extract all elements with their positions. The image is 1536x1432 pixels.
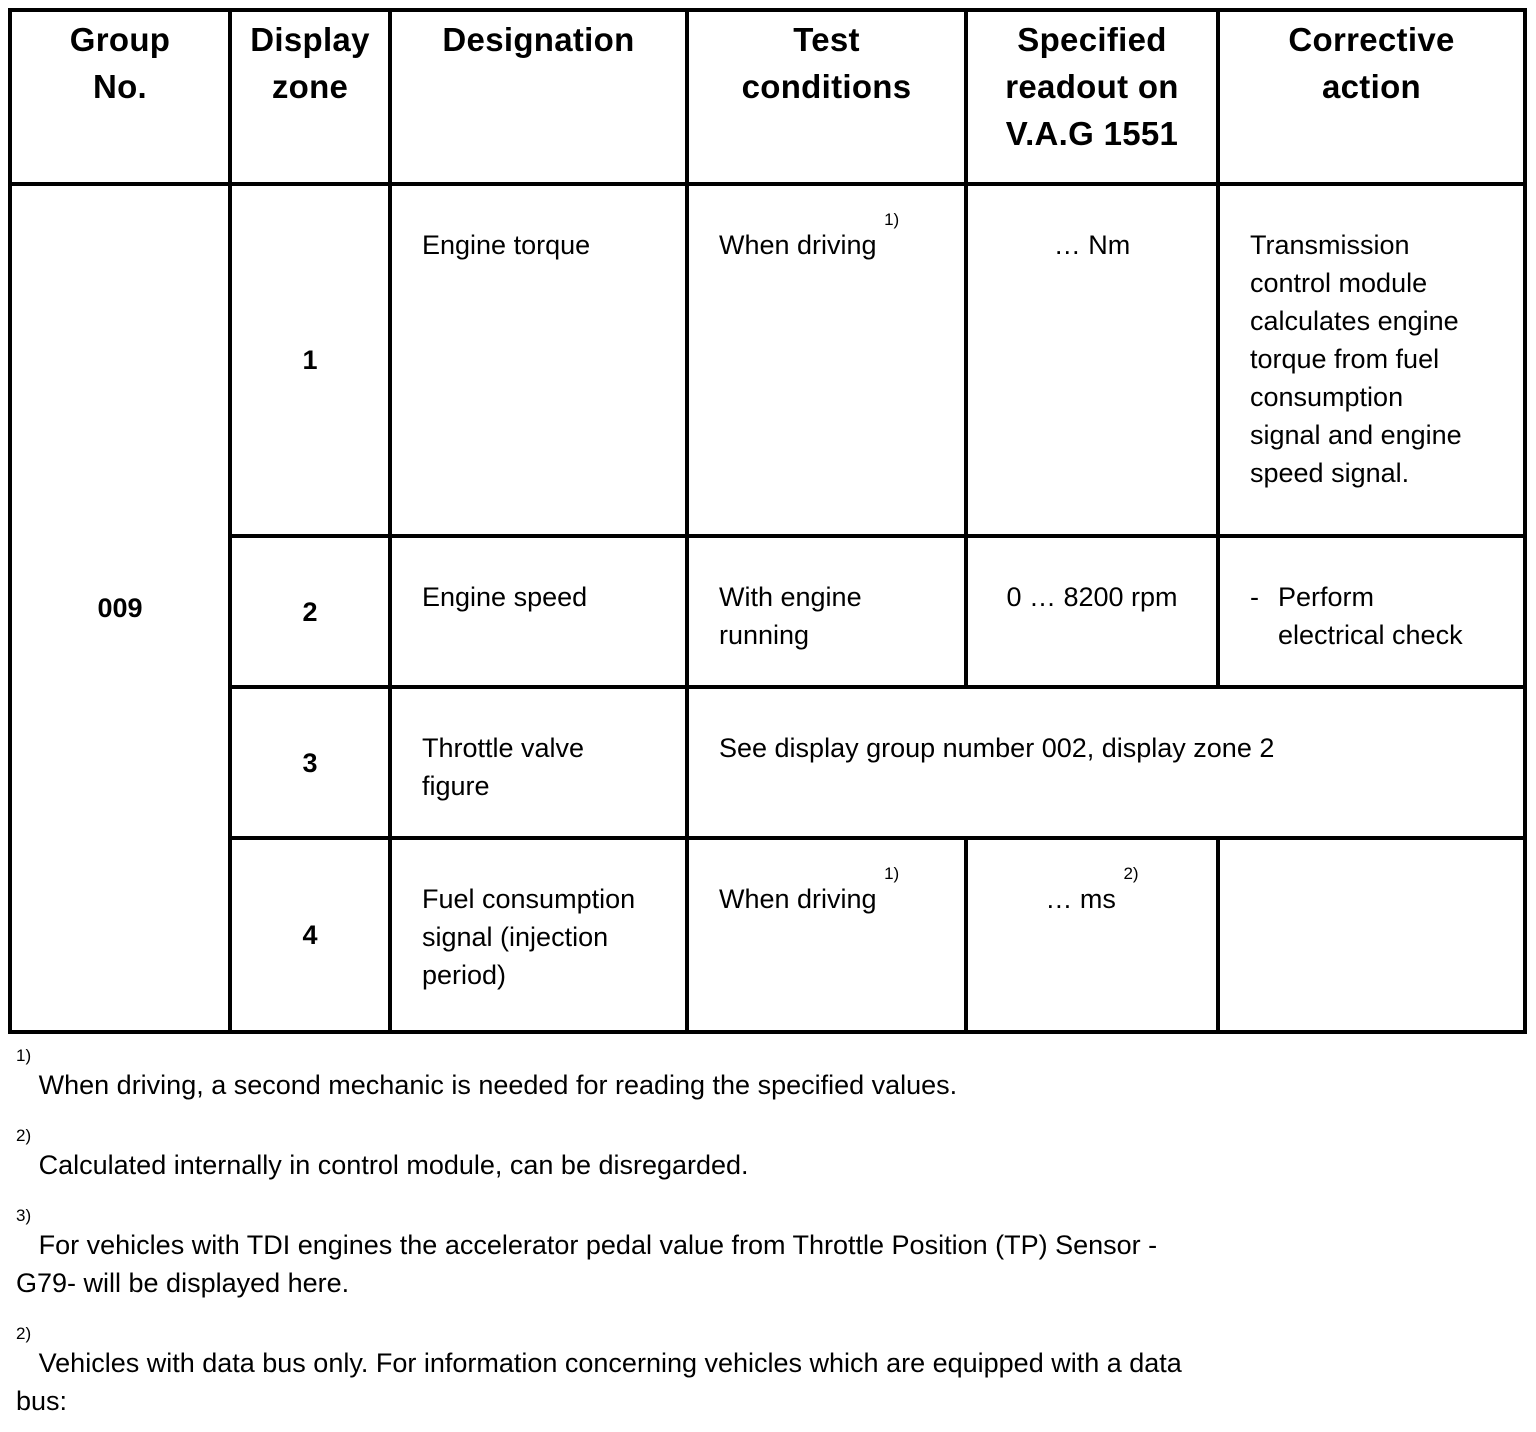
footnotes — [16, 1046, 1416, 1420]
readout-cell: … Nm — [966, 184, 1218, 536]
header-test-conditions: Test conditions — [687, 10, 966, 184]
footnote: $^{2)}$ Calculated internally in control module, can be disregarded. — [16, 1126, 749, 1180]
table-row — [10, 838, 1525, 1032]
header-corrective-action: Corrective action — [1218, 10, 1525, 184]
header-group-no: Group No. — [10, 10, 230, 184]
table-row — [10, 184, 1525, 536]
table-row — [10, 536, 1525, 687]
merged-reference-cell: See display group number 002, display zone 2 — [687, 687, 1525, 838]
zone-cell: 1 — [230, 184, 390, 536]
zone-cell: 2 — [230, 536, 390, 687]
table-row — [10, 687, 1525, 838]
designation-cell: Throttle valve figure — [390, 687, 687, 838]
designation-cell: Fuel consumption signal (injection period) — [390, 838, 687, 1032]
header-specified-readout: Specified readout on V.A.G 1551 — [966, 10, 1218, 184]
corrective-action-cell: Transmission control module calculates engine torque from fuel consumption signal and engine speed signal. — [1218, 184, 1525, 536]
designation-cell: Engine speed — [390, 536, 687, 687]
corrective-action-cell — [1218, 838, 1525, 1032]
readout-cell: … ms $^{2)}$ — [966, 838, 1218, 1032]
diagnostic-table — [8, 8, 1527, 1034]
readout-cell: 0 … 8200 rpm — [966, 536, 1218, 687]
test-conditions-cell: When driving $^{1)}$ — [687, 184, 966, 536]
footnote: $^{3)}$ For vehicles with TDI engines the accelerator pedal value from Throttle Position (TP) Sensor - G79- will be displayed here. — [16, 1206, 1158, 1298]
test-conditions-cell: With engine running — [687, 536, 966, 687]
designation-cell: Engine torque — [390, 184, 687, 536]
footnote: $^{1)}$ When driving, a second mechanic is needed for reading the specified values. — [16, 1046, 958, 1100]
footnote: $^{2)}$ Vehicles with data bus only. For information concerning vehicles which are equipped with a data bus: — [16, 1324, 1182, 1416]
zone-cell: 3 — [230, 687, 390, 838]
header-row — [10, 10, 1525, 184]
test-conditions-cell: When driving $^{1)}$ — [687, 838, 966, 1032]
group-number-cell: 009 — [10, 184, 230, 1032]
header-designation: Designation — [390, 10, 687, 184]
zone-cell: 4 — [230, 838, 390, 1032]
header-display-zone: Display zone — [230, 10, 390, 184]
corrective-action-cell: - Perform electrical check — [1218, 536, 1525, 687]
